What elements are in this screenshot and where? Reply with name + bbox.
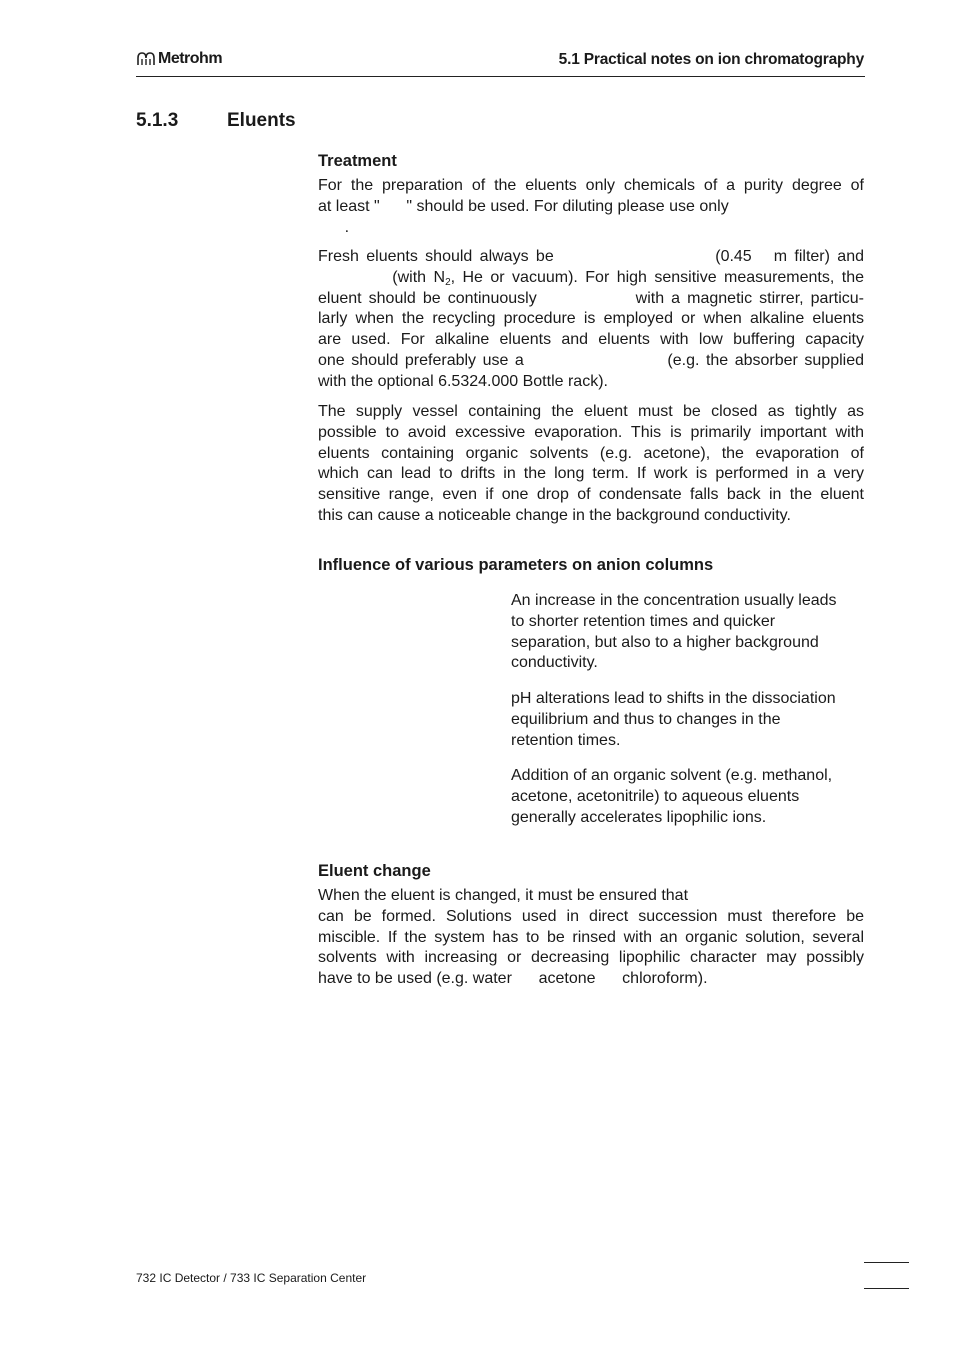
text-line: have to be used (e.g. water acetone chloroform). (318, 970, 708, 988)
text-line: Fresh eluents should always be (0.45 m filter) and (318, 248, 864, 265)
text-line: . (318, 218, 350, 236)
text-line: to shorter retention times and quicker (511, 612, 776, 630)
eluent-change-paragraph (318, 886, 864, 990)
section-title: Eluents (227, 110, 296, 131)
metrohm-symbol-icon (136, 51, 156, 67)
text-line: equilibrium and thus to changes in the (511, 710, 781, 728)
text-line: conductivity. (511, 654, 598, 672)
metrohm-logo (136, 50, 222, 68)
text-line: The supply vessel containing the eluent must be closed as tightly as (318, 403, 864, 420)
text-line: An increase in the concentration usually leads (511, 592, 837, 609)
text-line: can be formed. Solutions used in direct succession must therefore be (318, 907, 864, 925)
text-line: separation, but also to a higher background (511, 633, 819, 651)
text-line: solvents with increasing or decreasing lipophilic character may possibly (318, 949, 864, 967)
logo-text: Metrohm (158, 50, 223, 67)
text-line: which can lead to drifts in the long term. If work is performed in a very (318, 465, 864, 483)
text-line: acetone, acetonitrile) to aqueous eluents (511, 787, 800, 805)
influence-item-ph (511, 689, 866, 751)
section-number: 5.1.3 (136, 110, 179, 131)
treatment-heading: Treatment (318, 152, 397, 170)
influence-item-organic-solvent (511, 766, 866, 828)
text-line: are used. For alkaline eluents and eluents with low buffering capacity (318, 331, 864, 349)
subscript: 2 (445, 276, 451, 288)
text-line: pH alterations lead to shifts in the dissociation (511, 690, 836, 707)
text-line: this can cause a noticeable change in the background conductivity. (318, 506, 791, 524)
text-line: possible to avoid excessive evaporation. This is primarily important with (318, 423, 864, 441)
text-line: eluents containing organic solvents (e.g. acetone), the evaporation of (318, 444, 864, 462)
text-line: larly when the recycling procedure is employed or when alkaline eluents (318, 310, 864, 328)
text-line: one should preferably use a (e.g. the absorber supplied (318, 351, 864, 369)
treatment-paragraph-2 (318, 247, 864, 393)
footer-document-title: 732 IC Detector / 733 IC Separation Center (136, 1271, 367, 1285)
text-line: miscible. If the system has to be rinsed with an organic solution, several (318, 928, 864, 946)
text-line: sensitive range, even if one drop of condensate falls back in the eluent (318, 486, 864, 504)
text-line: When the eluent is changed, it must be ensured that (318, 887, 689, 904)
influence-heading: Influence of various parameters on anion columns (318, 556, 714, 574)
running-header: 5.1 Practical notes on ion chromatography (558, 51, 864, 68)
text-line: eluent should be continuously with a magnetic stirrer, particu- (318, 289, 864, 307)
text-line: retention times. (511, 731, 621, 749)
treatment-paragraph-1 (318, 176, 864, 238)
footer-rule-top (864, 1262, 909, 1263)
eluent-change-heading: Eluent change (318, 862, 431, 880)
footer-rule-bottom (864, 1288, 909, 1289)
text-line: For the preparation of the eluents only chemicals of a purity degree of (318, 177, 864, 194)
text-line: (with $N_2$, He or vacuum). For high sensitive measurements, the (318, 268, 864, 288)
text-line: Addition of an organic solvent (e.g. methanol, (511, 767, 833, 784)
influence-item-concentration (511, 591, 866, 674)
text-line: at least " " should be used. For diluting please use only (318, 197, 729, 215)
text-line: with the optional 6.5324.000 Bottle rack). (318, 372, 608, 390)
header-divider (136, 76, 865, 77)
treatment-paragraph-3 (318, 402, 864, 527)
text-line: generally accelerates lipophilic ions. (511, 808, 767, 826)
